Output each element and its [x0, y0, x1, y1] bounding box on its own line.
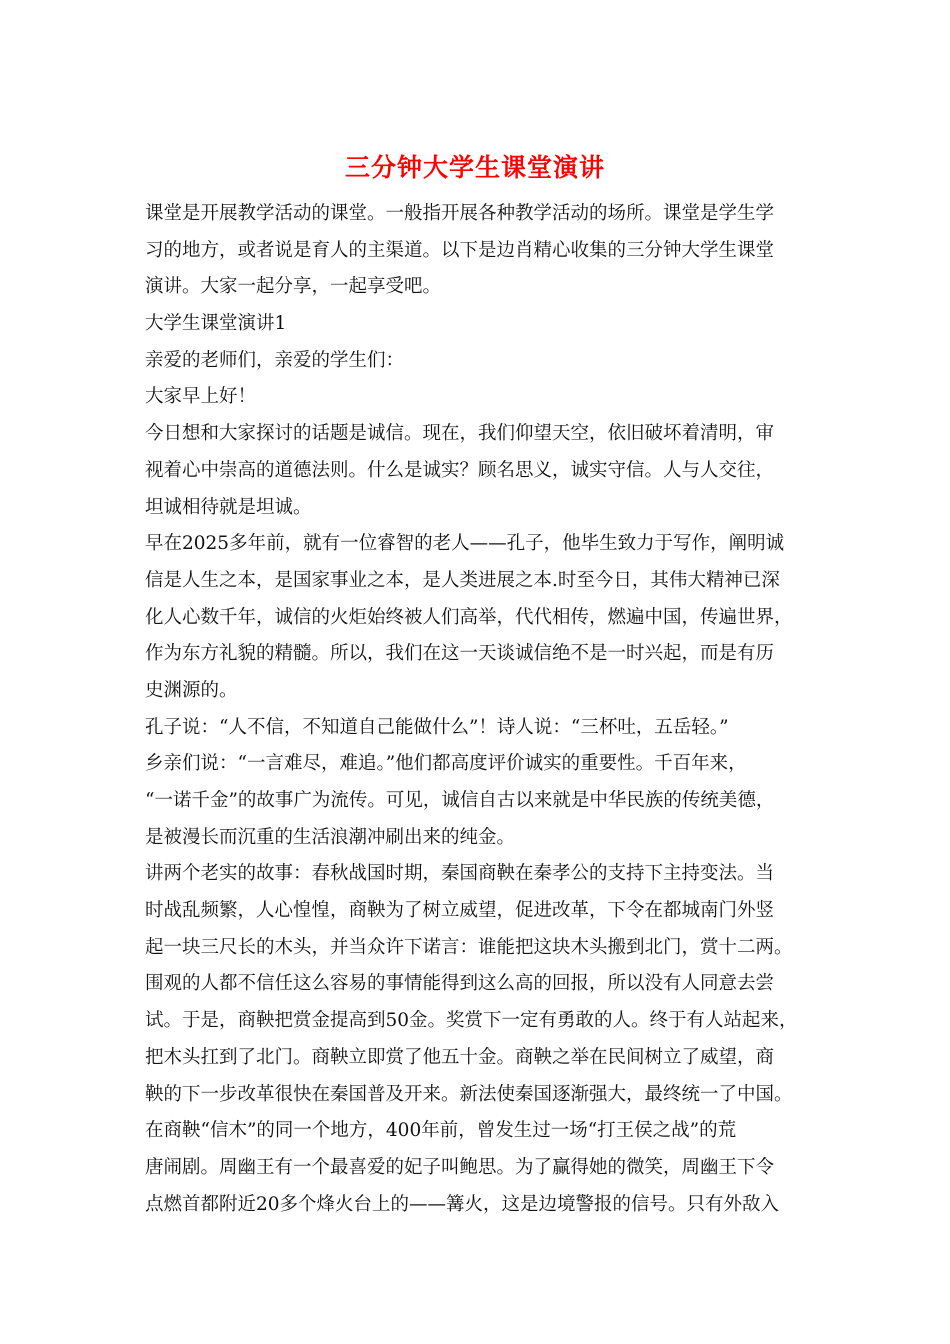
text-line: 大学生课堂演讲1	[145, 313, 287, 335]
text-line: 讲两个老实的故事：春秋战国时期，秦国商鞅在秦孝公的支持下主持变法。当	[145, 863, 775, 885]
text-line: 化人心数千年，诚信的火炬始终被人们高举，代代相传，燃遍中国，传遍世界，	[145, 606, 793, 628]
text-line: 信是人生之本，是国家事业之本，是人类进展之本.时至今日，其伟大精神已深	[145, 569, 780, 591]
text-line: 点燃首都附近20多个烽火台上的——篝火，这是边境警报的信号。只有外敌入	[145, 1193, 780, 1215]
text-line: 围观的人都不信任这么容易的事情能得到这么高的回报，所以没有人同意去尝	[145, 973, 775, 995]
text-line: 唐闹剧。周幽王有一个最喜爱的妃子叫鲍思。为了赢得她的微笑，周幽王下令	[145, 1156, 775, 1178]
text-line: 鞅的下一步改革很快在秦国普及开来。新法使秦国逐渐强大，最终统一了中国。	[145, 1083, 793, 1105]
text-line: 起一块三尺长的木头，并当众许下诺言：谁能把这块木头搬到北门，赏十二两。	[145, 936, 793, 958]
text-line: 孔子说：“人不信，不知道自己能做什么”！诗人说：“三杯吐，五岳轻。”	[145, 716, 729, 738]
document-title: 三分钟大学生课堂演讲	[344, 153, 605, 182]
document-body	[145, 196, 815, 1223]
text-line: 亲爱的老师们，亲爱的学生们：	[145, 349, 405, 371]
text-line: 今日想和大家探讨的话题是诚信。现在，我们仰望天空，依旧破坏着清明，审	[145, 423, 775, 445]
text-line: 坦诚相待就是坦诚。	[145, 496, 312, 518]
text-line: 试。于是，商鞅把赏金提高到50金。奖赏下一定有勇敢的人。终于有人站起来，	[145, 1010, 798, 1032]
text-line: 把木头扛到了北门。商鞅立即赏了他五十金。商鞅之举在民间树立了威望，商	[145, 1046, 775, 1068]
text-line: 是被漫长而沉重的生活浪潮冲刷出来的纯金。	[145, 826, 516, 848]
text-line: 演讲。大家一起分享，一起享受吧。	[145, 276, 442, 298]
text-line: “一诺千金”的故事广为流传。可见，诚信自古以来就是中华民族的传统美德，	[145, 790, 775, 811]
text-line: 早在2025多年前，就有一位睿智的老人——孔子，他毕生致力于写作，阐明诚	[145, 533, 785, 555]
text-line: 大家早上好！	[145, 386, 257, 408]
text-line: 史渊源的。	[145, 679, 238, 701]
text-line: 课堂是开展教学活动的课堂。一般指开展各种教学活动的场所。课堂是学生学	[145, 203, 775, 224]
text-line: 乡亲们说：“一言难尽，难追。”他们都高度评价诚实的重要性。千百年来，	[145, 753, 747, 775]
text-line: 时战乱频繁，人心惶惶，商鞅为了树立威望，促进改革，下令在都城南门外竖	[145, 900, 775, 922]
text-line: 习的地方，或者说是育人的主渠道。以下是边肖精心收集的三分钟大学生课堂	[145, 239, 775, 261]
text-line: 作为东方礼貌的精髓。所以，我们在这一天谈诚信绝不是一时兴起，而是有历	[145, 643, 775, 665]
text-line: 视着心中崇高的道德法则。什么是诚实？顾名思义，诚实守信。人与人交往，	[145, 459, 775, 481]
text-line: 在商鞅“信木”的同一个地方，400年前，曾发生过一场“打王侯之战”的荒	[145, 1120, 737, 1142]
